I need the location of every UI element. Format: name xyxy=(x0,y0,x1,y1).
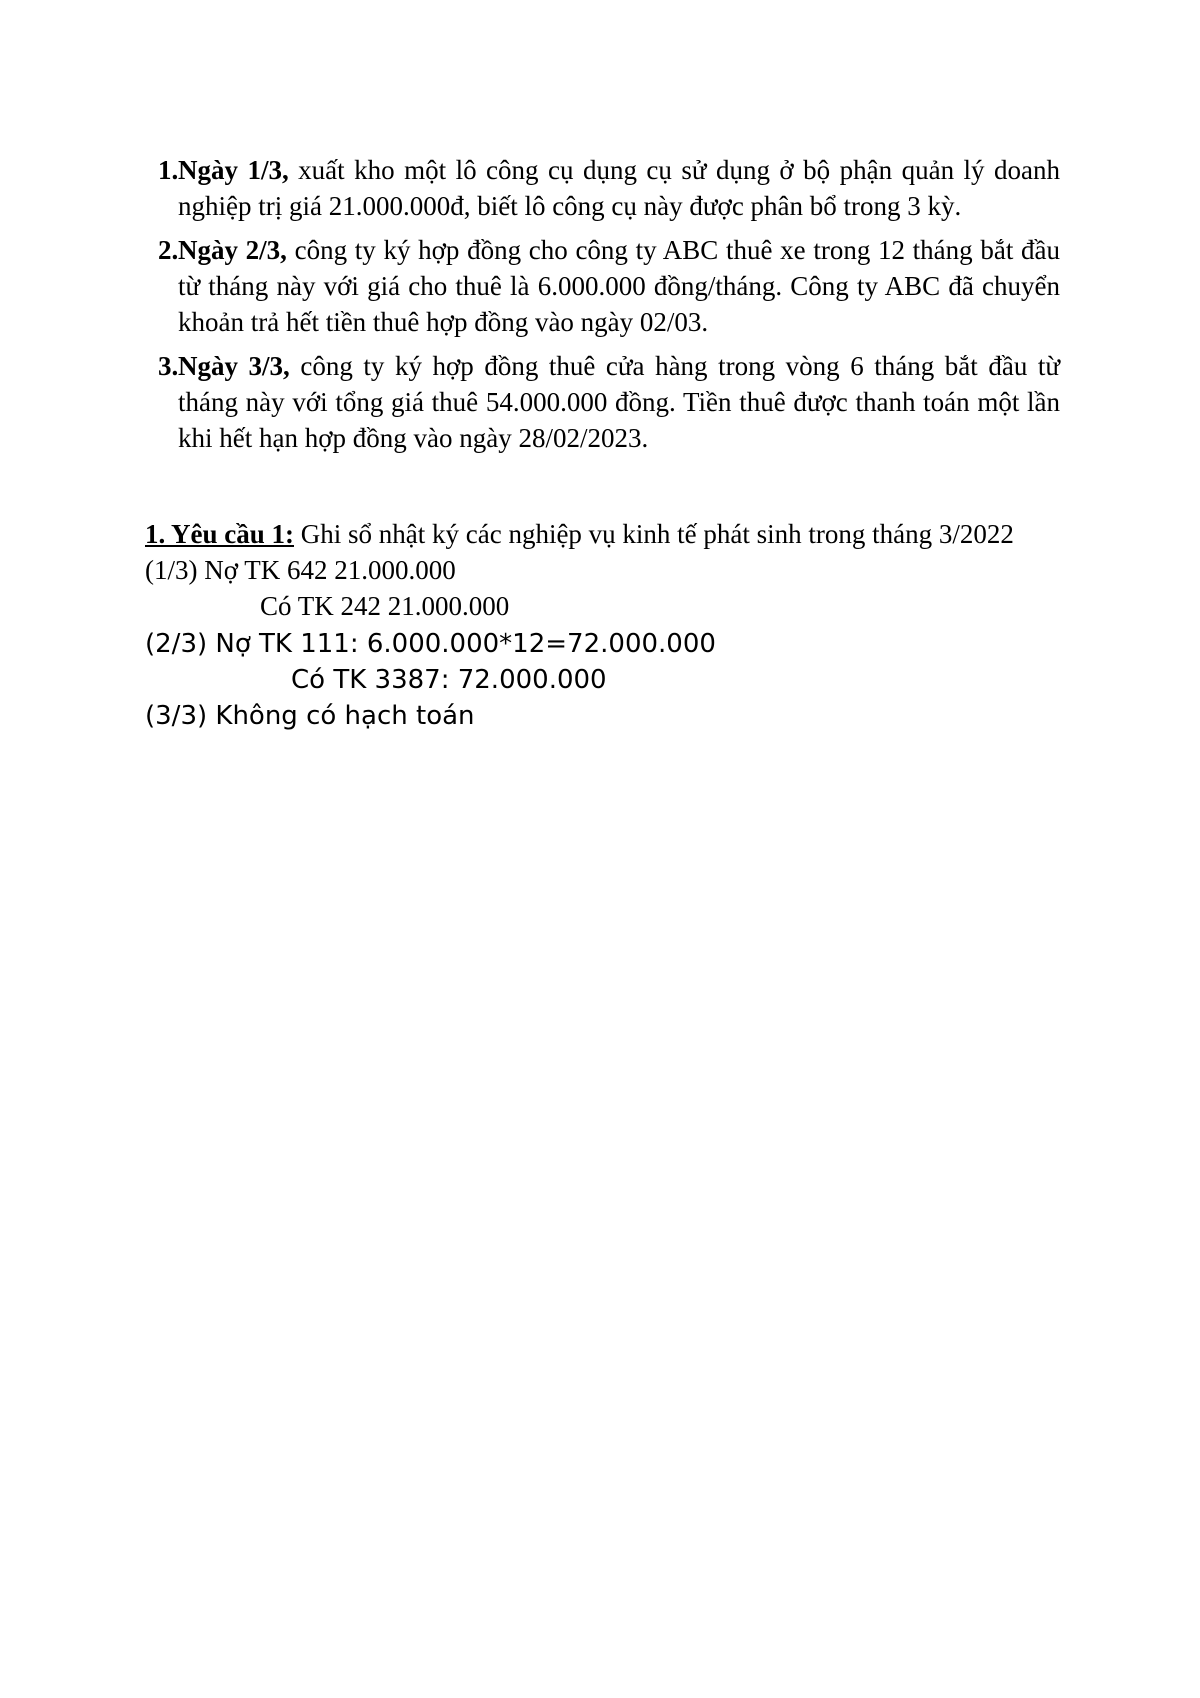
requirement-heading xyxy=(145,516,1060,552)
entry-1-credit: Có TK 242 21.000.000 xyxy=(260,591,510,621)
entry-1-debit: (1/3) Nợ TK 642 21.000.000 xyxy=(145,555,456,585)
answer-section xyxy=(145,516,1060,734)
transaction-list xyxy=(158,152,1061,464)
item-date: Ngày 2/3, xyxy=(178,235,287,265)
item-text: công ty ký hợp đồng cho công ty ABC thuê xe trong 12 tháng bắt đầu từ tháng này với giá cho thuê là 6.000.000 đồng/tháng. Công ty ABC đã chuyển khoản trả hết tiền thuê hợp đồng vào ngày 02/03. xyxy=(178,235,1060,337)
entry-3: (3/3) Không có hạch toán xyxy=(145,701,475,731)
item-text: xuất kho một lô công cụ dụng cụ sử dụng ở bộ phận quản lý doanh nghiệp trị giá 21.000.000đ, biết lô công cụ này được phân bổ trong 3 kỳ. xyxy=(178,155,1060,221)
entry-2-debit: (2/3) Nợ TK 111: 6.000.000*12=72.000.000 xyxy=(145,629,716,659)
item-number: 1. xyxy=(158,155,179,185)
requirement-text: Ghi sổ nhật ký các nghiệp vụ kinh tế phát sinh trong tháng 3/2022 xyxy=(294,519,1014,549)
item-date: Ngày 3/3, xyxy=(178,351,290,381)
requirement-label: 1. Yêu cầu 1: xyxy=(145,519,294,549)
item-number: 2. xyxy=(158,235,179,265)
transaction-item-1 xyxy=(158,152,1060,224)
item-number: 3. xyxy=(158,351,179,381)
entry-2-credit: Có TK 3387: 72.000.000 xyxy=(291,665,607,695)
transaction-item-3 xyxy=(158,348,1061,456)
transaction-item-2 xyxy=(158,232,1060,340)
item-text: công ty ký hợp đồng thuê cửa hàng trong vòng 6 tháng bắt đầu từ tháng này với tổng giá thuê 54.000.000 đồng. Tiền thuê được thanh toán một lần khi hết hạn hợp đồng vào ngày 28/02/2023. xyxy=(178,351,1061,453)
item-date: Ngày 1/3, xyxy=(178,155,289,185)
